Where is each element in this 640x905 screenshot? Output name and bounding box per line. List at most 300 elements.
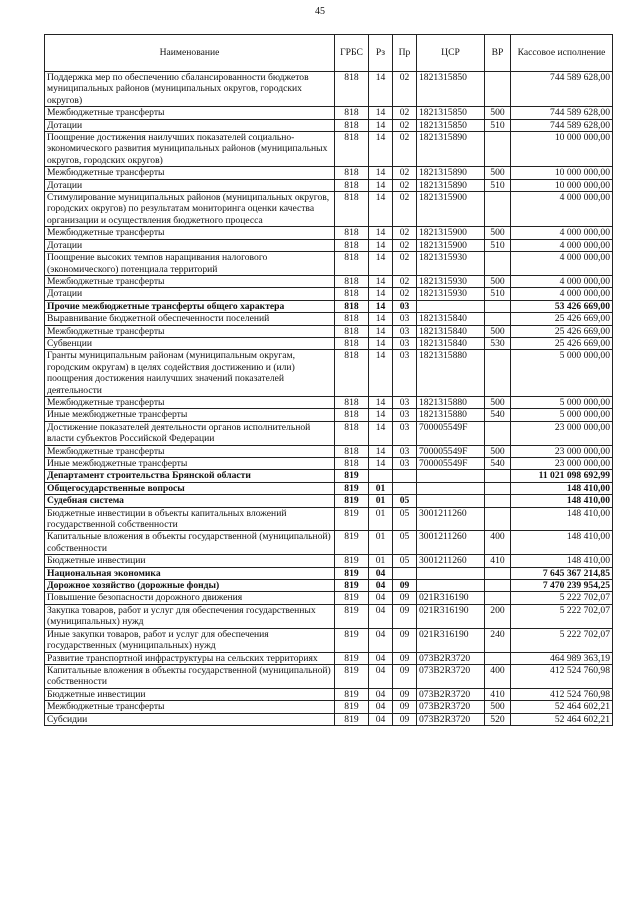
cell-vr — [485, 507, 511, 531]
cell-csr: 073B2R3720 — [417, 688, 485, 700]
header-row — [45, 35, 613, 72]
cell-pr: 02 — [393, 227, 417, 239]
cell-csr — [417, 580, 485, 592]
cell-name: Гранты муниципальным районам (муниципальным округам, городским округам) в целях содействия достижению и (или) поощрения достижения наилучших значений показателей деятельности — [45, 350, 335, 397]
cell-grbs: 819 — [335, 713, 369, 725]
cell-grbs: 818 — [335, 458, 369, 470]
cell-vr: 540 — [485, 458, 511, 470]
table-row — [45, 713, 613, 725]
cell-amount: 10 000 000,00 — [511, 167, 613, 179]
cell-pr: 03 — [393, 421, 417, 445]
table-row — [45, 688, 613, 700]
cell-name: Поддержка мер по обеспечению сбалансированности бюджетов муниципальных районов (муниципальных округов, городских округов) — [45, 72, 335, 107]
cell-name: Достижение показателей деятельности органов исполнительной власти субъектов Российской Федерации — [45, 421, 335, 445]
cell-rz: 04 — [369, 580, 393, 592]
cell-grbs: 818 — [335, 396, 369, 408]
cell-csr: 3001211260 — [417, 555, 485, 567]
cell-grbs: 819 — [335, 470, 369, 482]
cell-vr: 410 — [485, 688, 511, 700]
cell-csr: 700005549F — [417, 421, 485, 445]
cell-name: Бюджетные инвестиции в объекты капитальных вложений государственной собственности — [45, 507, 335, 531]
table-row — [45, 396, 613, 408]
cell-name: Стимулирование муниципальных районов (муниципальных округов, городских округов) по результатам мониторинга оценки качества организации и осуществления бюджетного процесса — [45, 192, 335, 227]
cell-pr: 02 — [393, 239, 417, 251]
cell-pr: 02 — [393, 288, 417, 300]
cell-vr: 410 — [485, 555, 511, 567]
cell-name: Субсидии — [45, 713, 335, 725]
table-row — [45, 592, 613, 604]
cell-rz: 14 — [369, 350, 393, 397]
cell-amount: 10 000 000,00 — [511, 179, 613, 191]
cell-vr — [485, 350, 511, 397]
cell-rz: 14 — [369, 458, 393, 470]
cell-grbs: 818 — [335, 275, 369, 287]
cell-vr: 500 — [485, 275, 511, 287]
cell-amount: 4 000 000,00 — [511, 252, 613, 276]
cell-csr: 073B2R3720 — [417, 664, 485, 688]
cell-pr: 02 — [393, 107, 417, 119]
cell-rz: 14 — [369, 239, 393, 251]
cell-amount: 5 000 000,00 — [511, 409, 613, 421]
cell-vr: 510 — [485, 288, 511, 300]
cell-pr: 09 — [393, 688, 417, 700]
table-row — [45, 567, 613, 579]
cell-rz: 04 — [369, 652, 393, 664]
cell-name: Межбюджетные трансферты — [45, 275, 335, 287]
cell-vr — [485, 592, 511, 604]
cell-amount: 148 410,00 — [511, 531, 613, 555]
cell-amount: 7 645 367 214,85 — [511, 567, 613, 579]
cell-csr: 1821315840 — [417, 313, 485, 325]
cell-vr: 540 — [485, 409, 511, 421]
cell-name: Межбюджетные трансферты — [45, 325, 335, 337]
cell-name: Иные межбюджетные трансферты — [45, 458, 335, 470]
cell-rz: 14 — [369, 179, 393, 191]
table-row — [45, 421, 613, 445]
cell-name: Поощрение достижения наилучших показателей социально-экономического развития муниципальных районов (муниципальных округов, городских округов) — [45, 132, 335, 167]
cell-amount: 412 524 760,98 — [511, 688, 613, 700]
cell-grbs: 818 — [335, 167, 369, 179]
cell-csr: 1821315850 — [417, 72, 485, 107]
cell-vr — [485, 192, 511, 227]
cell-name: Прочие межбюджетные трансферты общего характера — [45, 300, 335, 312]
page-number: 45 — [315, 6, 325, 17]
cell-name: Межбюджетные трансферты — [45, 701, 335, 713]
cell-rz: 04 — [369, 701, 393, 713]
cell-amount: 53 426 669,00 — [511, 300, 613, 312]
header-name: Наименование — [45, 35, 335, 72]
cell-csr: 3001211260 — [417, 507, 485, 531]
table-row — [45, 664, 613, 688]
cell-rz: 14 — [369, 313, 393, 325]
cell-rz: 04 — [369, 688, 393, 700]
cell-amount: 5 000 000,00 — [511, 350, 613, 397]
cell-rz: 14 — [369, 192, 393, 227]
cell-rz: 14 — [369, 275, 393, 287]
cell-csr: 1821315840 — [417, 325, 485, 337]
cell-amount: 4 000 000,00 — [511, 288, 613, 300]
cell-pr: 02 — [393, 192, 417, 227]
cell-csr: 700005549F — [417, 458, 485, 470]
cell-grbs: 818 — [335, 300, 369, 312]
cell-grbs: 819 — [335, 567, 369, 579]
cell-grbs: 818 — [335, 288, 369, 300]
cell-name: Межбюджетные трансферты — [45, 167, 335, 179]
table-row — [45, 192, 613, 227]
cell-amount: 52 464 602,21 — [511, 713, 613, 725]
cell-amount: 23 000 000,00 — [511, 445, 613, 457]
table-row — [45, 132, 613, 167]
cell-amount: 52 464 602,21 — [511, 701, 613, 713]
header-grbs: ГРБС — [335, 35, 369, 72]
cell-grbs: 819 — [335, 555, 369, 567]
cell-amount: 744 589 628,00 — [511, 72, 613, 107]
cell-name: Департамент строительства Брянской области — [45, 470, 335, 482]
cell-csr: 3001211260 — [417, 531, 485, 555]
cell-amount: 744 589 628,00 — [511, 119, 613, 131]
cell-grbs: 819 — [335, 604, 369, 628]
cell-csr: 1821315840 — [417, 337, 485, 349]
cell-pr: 09 — [393, 664, 417, 688]
cell-rz: 01 — [369, 531, 393, 555]
cell-name: Межбюджетные трансферты — [45, 445, 335, 457]
cell-name: Закупка товаров, работ и услуг для обеспечения государственных (муниципальных) нужд — [45, 604, 335, 628]
cell-grbs: 818 — [335, 252, 369, 276]
table-row — [45, 482, 613, 494]
cell-grbs: 818 — [335, 409, 369, 421]
cell-name: Межбюджетные трансферты — [45, 396, 335, 408]
cell-vr: 500 — [485, 227, 511, 239]
cell-rz: 14 — [369, 107, 393, 119]
cell-pr: 03 — [393, 350, 417, 397]
cell-pr: 05 — [393, 555, 417, 567]
cell-vr: 240 — [485, 628, 511, 652]
cell-grbs: 818 — [335, 179, 369, 191]
cell-vr: 500 — [485, 325, 511, 337]
cell-csr: 1821315900 — [417, 192, 485, 227]
table-row — [45, 507, 613, 531]
cell-amount: 4 000 000,00 — [511, 239, 613, 251]
cell-amount: 5 222 702,07 — [511, 592, 613, 604]
cell-pr: 09 — [393, 592, 417, 604]
cell-amount: 744 589 628,00 — [511, 107, 613, 119]
cell-csr: 1821315930 — [417, 275, 485, 287]
cell-rz: 14 — [369, 252, 393, 276]
table-row — [45, 531, 613, 555]
table-row — [45, 445, 613, 457]
cell-name: Субвенции — [45, 337, 335, 349]
cell-amount: 23 000 000,00 — [511, 458, 613, 470]
cell-grbs: 818 — [335, 192, 369, 227]
cell-csr — [417, 300, 485, 312]
table-row — [45, 409, 613, 421]
header-pr: Пр — [393, 35, 417, 72]
cell-name: Капитальные вложения в объекты государственной (муниципальной) собственности — [45, 531, 335, 555]
cell-rz: 14 — [369, 300, 393, 312]
cell-vr — [485, 313, 511, 325]
cell-name: Выравнивание бюджетной обеспеченности поселений — [45, 313, 335, 325]
cell-vr: 520 — [485, 713, 511, 725]
table-row — [45, 252, 613, 276]
cell-pr — [393, 567, 417, 579]
cell-rz: 04 — [369, 713, 393, 725]
cell-vr: 500 — [485, 701, 511, 713]
table-row — [45, 179, 613, 191]
cell-grbs: 819 — [335, 495, 369, 507]
cell-vr — [485, 421, 511, 445]
cell-name: Бюджетные инвестиции — [45, 688, 335, 700]
table-row — [45, 325, 613, 337]
cell-pr: 09 — [393, 604, 417, 628]
cell-pr: 03 — [393, 396, 417, 408]
table-row — [45, 350, 613, 397]
cell-amount: 23 000 000,00 — [511, 421, 613, 445]
cell-grbs: 819 — [335, 664, 369, 688]
header-vr: ВР — [485, 35, 511, 72]
cell-rz: 14 — [369, 421, 393, 445]
cell-csr: 700005549F — [417, 445, 485, 457]
cell-pr: 02 — [393, 179, 417, 191]
cell-name: Иные межбюджетные трансферты — [45, 409, 335, 421]
cell-amount: 7 470 239 954,25 — [511, 580, 613, 592]
cell-amount: 148 410,00 — [511, 482, 613, 494]
cell-rz: 04 — [369, 664, 393, 688]
cell-amount: 5 222 702,07 — [511, 628, 613, 652]
cell-pr: 03 — [393, 313, 417, 325]
cell-csr: 1821315890 — [417, 167, 485, 179]
cell-amount: 11 021 098 692,99 — [511, 470, 613, 482]
cell-amount: 4 000 000,00 — [511, 275, 613, 287]
cell-rz: 14 — [369, 167, 393, 179]
table-header — [45, 35, 613, 72]
cell-pr: 03 — [393, 445, 417, 457]
cell-csr: 1821315880 — [417, 350, 485, 397]
cell-grbs: 818 — [335, 421, 369, 445]
cell-vr — [485, 652, 511, 664]
cell-csr: 021R316190 — [417, 628, 485, 652]
cell-name: Межбюджетные трансферты — [45, 227, 335, 239]
cell-name: Поощрение высоких темпов наращивания налогового (экономического) потенциала территорий — [45, 252, 335, 276]
cell-pr — [393, 470, 417, 482]
cell-rz: 14 — [369, 72, 393, 107]
table-row — [45, 458, 613, 470]
cell-grbs: 818 — [335, 313, 369, 325]
cell-grbs: 819 — [335, 688, 369, 700]
header-amount: Кассовое исполнение — [511, 35, 613, 72]
cell-amount: 4 000 000,00 — [511, 227, 613, 239]
cell-grbs: 819 — [335, 482, 369, 494]
cell-vr: 400 — [485, 664, 511, 688]
cell-pr — [393, 482, 417, 494]
cell-csr: 021R316190 — [417, 604, 485, 628]
table-row — [45, 167, 613, 179]
cell-grbs: 818 — [335, 119, 369, 131]
cell-grbs: 818 — [335, 107, 369, 119]
table-row — [45, 652, 613, 664]
cell-pr: 02 — [393, 252, 417, 276]
cell-grbs: 818 — [335, 72, 369, 107]
cell-rz: 14 — [369, 288, 393, 300]
table-row — [45, 227, 613, 239]
cell-vr — [485, 482, 511, 494]
table-row — [45, 701, 613, 713]
cell-grbs: 818 — [335, 325, 369, 337]
cell-amount: 25 426 669,00 — [511, 325, 613, 337]
cell-grbs: 819 — [335, 701, 369, 713]
cell-name: Дотации — [45, 119, 335, 131]
cell-name: Дорожное хозяйство (дорожные фонды) — [45, 580, 335, 592]
cell-rz: 04 — [369, 628, 393, 652]
cell-rz — [369, 470, 393, 482]
cell-name: Повышение безопасности дорожного движения — [45, 592, 335, 604]
cell-name: Судебная система — [45, 495, 335, 507]
cell-csr — [417, 470, 485, 482]
cell-vr: 510 — [485, 119, 511, 131]
table-row — [45, 275, 613, 287]
cell-pr: 03 — [393, 458, 417, 470]
cell-vr — [485, 132, 511, 167]
cell-grbs: 818 — [335, 227, 369, 239]
table-row — [45, 337, 613, 349]
cell-vr: 200 — [485, 604, 511, 628]
cell-vr — [485, 495, 511, 507]
cell-amount: 10 000 000,00 — [511, 132, 613, 167]
cell-name: Бюджетные инвестиции — [45, 555, 335, 567]
cell-rz: 14 — [369, 445, 393, 457]
cell-pr: 03 — [393, 409, 417, 421]
cell-vr — [485, 252, 511, 276]
cell-vr: 500 — [485, 167, 511, 179]
cell-rz: 14 — [369, 325, 393, 337]
cell-name: Национальная экономика — [45, 567, 335, 579]
cell-vr: 500 — [485, 107, 511, 119]
cell-rz: 01 — [369, 507, 393, 531]
cell-amount: 5 222 702,07 — [511, 604, 613, 628]
cell-pr: 05 — [393, 495, 417, 507]
budget-table — [44, 34, 613, 726]
cell-vr — [485, 470, 511, 482]
cell-rz: 04 — [369, 604, 393, 628]
cell-csr — [417, 567, 485, 579]
cell-amount: 5 000 000,00 — [511, 396, 613, 408]
cell-vr — [485, 567, 511, 579]
cell-amount: 412 524 760,98 — [511, 664, 613, 688]
header-rz: Рз — [369, 35, 393, 72]
cell-csr: 1821315890 — [417, 179, 485, 191]
cell-pr: 09 — [393, 713, 417, 725]
cell-name: Капитальные вложения в объекты государственной (муниципальной) собственности — [45, 664, 335, 688]
cell-name: Развитие транспортной инфраструктуры на сельских территориях — [45, 652, 335, 664]
cell-name: Дотации — [45, 179, 335, 191]
cell-csr: 1821315900 — [417, 227, 485, 239]
header-csr: ЦСР — [417, 35, 485, 72]
cell-amount: 148 410,00 — [511, 555, 613, 567]
cell-grbs: 818 — [335, 445, 369, 457]
cell-amount: 4 000 000,00 — [511, 192, 613, 227]
cell-grbs: 818 — [335, 350, 369, 397]
cell-rz: 14 — [369, 337, 393, 349]
cell-rz: 01 — [369, 555, 393, 567]
cell-vr: 500 — [485, 445, 511, 457]
cell-pr: 02 — [393, 167, 417, 179]
cell-pr: 05 — [393, 507, 417, 531]
cell-csr: 1821315850 — [417, 119, 485, 131]
cell-vr — [485, 72, 511, 107]
cell-grbs: 819 — [335, 580, 369, 592]
cell-rz: 14 — [369, 396, 393, 408]
cell-rz: 01 — [369, 482, 393, 494]
cell-grbs: 819 — [335, 592, 369, 604]
cell-vr — [485, 300, 511, 312]
cell-grbs: 819 — [335, 628, 369, 652]
cell-grbs: 819 — [335, 507, 369, 531]
cell-pr: 03 — [393, 325, 417, 337]
cell-vr — [485, 580, 511, 592]
cell-pr: 03 — [393, 300, 417, 312]
table-row — [45, 495, 613, 507]
cell-csr: 1821315880 — [417, 409, 485, 421]
table-row — [45, 555, 613, 567]
cell-grbs: 819 — [335, 531, 369, 555]
cell-rz: 14 — [369, 132, 393, 167]
cell-rz: 14 — [369, 227, 393, 239]
cell-rz: 04 — [369, 567, 393, 579]
cell-amount: 148 410,00 — [511, 495, 613, 507]
cell-pr: 02 — [393, 132, 417, 167]
cell-csr — [417, 495, 485, 507]
table-row — [45, 580, 613, 592]
cell-amount: 25 426 669,00 — [511, 337, 613, 349]
cell-name: Дотации — [45, 288, 335, 300]
cell-grbs: 818 — [335, 132, 369, 167]
cell-pr: 09 — [393, 580, 417, 592]
cell-pr: 09 — [393, 628, 417, 652]
cell-amount: 464 989 363,19 — [511, 652, 613, 664]
table-row — [45, 470, 613, 482]
table-row — [45, 313, 613, 325]
cell-rz: 14 — [369, 119, 393, 131]
cell-name: Межбюджетные трансферты — [45, 107, 335, 119]
cell-csr: 1821315930 — [417, 288, 485, 300]
cell-rz: 04 — [369, 592, 393, 604]
cell-pr: 05 — [393, 531, 417, 555]
cell-vr: 400 — [485, 531, 511, 555]
cell-vr: 510 — [485, 239, 511, 251]
cell-csr: 1821315880 — [417, 396, 485, 408]
cell-csr: 073B2R3720 — [417, 713, 485, 725]
cell-grbs: 818 — [335, 337, 369, 349]
cell-csr: 021R316190 — [417, 592, 485, 604]
cell-csr: 1821315930 — [417, 252, 485, 276]
cell-pr: 03 — [393, 337, 417, 349]
cell-csr: 1821315890 — [417, 132, 485, 167]
table-row — [45, 239, 613, 251]
table-row — [45, 107, 613, 119]
cell-vr: 500 — [485, 396, 511, 408]
cell-csr: 073B2R3720 — [417, 652, 485, 664]
table-row — [45, 119, 613, 131]
cell-csr: 073B2R3720 — [417, 701, 485, 713]
cell-amount: 148 410,00 — [511, 507, 613, 531]
cell-csr: 1821315900 — [417, 239, 485, 251]
cell-csr: 1821315850 — [417, 107, 485, 119]
table-row — [45, 628, 613, 652]
cell-pr: 09 — [393, 652, 417, 664]
cell-amount: 25 426 669,00 — [511, 313, 613, 325]
table-row — [45, 300, 613, 312]
cell-csr — [417, 482, 485, 494]
cell-name: Дотации — [45, 239, 335, 251]
